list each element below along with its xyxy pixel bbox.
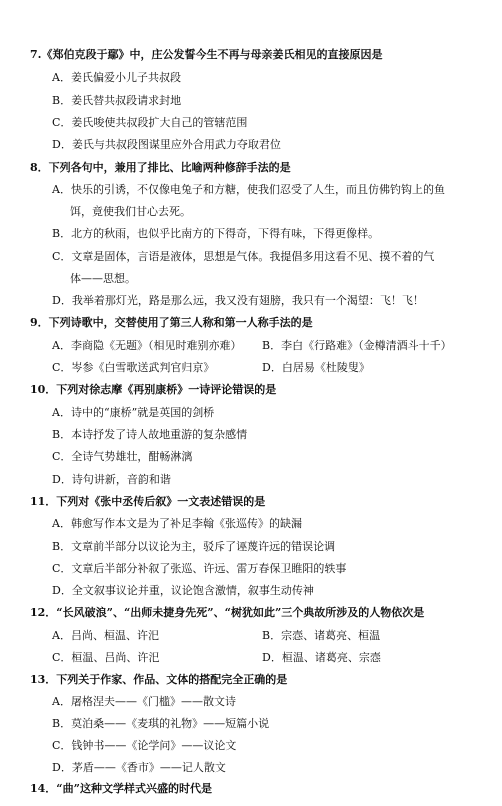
question-7-option-d: D．姜氏与共叔段图谋里应外合用武力夺取君位 xyxy=(52,138,281,151)
question-8-stem: 8．下列各句中，兼用了排比、比喻两种修辞手法的是 xyxy=(30,161,291,174)
question-8-option-d: D．我举着那灯光，路是那么远，我又没有翅膀，我只有一个渴望：飞！飞！ xyxy=(52,294,424,307)
question-12-option-b: B．宗悫、诸葛亮、桓温 xyxy=(262,629,381,642)
question-8-option-a: A．快乐的引诱，不仅像电兔子和方糖，使我们忍受了人生，而且仿佛钓钩上的鱼 xyxy=(52,183,445,196)
question-9-option-b: B．李白《行路难》（金樽清酒斗十千） xyxy=(262,339,452,352)
question-7-stem: 7.《郑伯克段于鄢》中，庄公发誓今生不再与母亲姜氏相见的直接原因是 xyxy=(30,48,383,61)
question-13-option-d: D．茅盾——《香市》——记人散文 xyxy=(52,761,226,774)
question-7-option-b: B．姜氏替共叔段请求封地 xyxy=(52,94,182,107)
question-10-option-a: A．诗中的“康桥”就是英国的剑桥 xyxy=(52,406,215,419)
question-13-option-a: A．屠格涅夫——《门槛》——散文诗 xyxy=(52,695,236,708)
question-12-option-a: A．吕尚、桓温、许汜 xyxy=(52,629,159,642)
question-10-option-d: D．诗句讲新，音韵和谐 xyxy=(52,473,171,486)
question-9-stem: 9．下列诗歌中，交替使用了第三人称和第一人称手法的是 xyxy=(30,316,313,329)
question-7-option-c: C．姜氏唆使共叔段扩大自己的管辖范围 xyxy=(52,116,248,129)
question-11-option-c: C．文章后半部分补叙了张巡、许远、雷万春保卫睢阳的轶事 xyxy=(52,562,347,575)
question-12-stem: 12．“长风破浪”、“出师未捷身先死”、“树犹如此”三个典故所涉及的人物依次是 xyxy=(30,606,425,619)
question-10-option-b: B．本诗抒发了诗人故地重游的复杂感情 xyxy=(52,428,248,441)
question-8-option-a-cont: 饵，竟使我们甘心去死。 xyxy=(70,205,191,218)
question-11-option-b: B．文章前半部分以议论为主，驳斥了诬蔑许远的错误论调 xyxy=(52,540,336,553)
question-9-option-d: D．白居易《杜陵叟》 xyxy=(262,361,370,374)
question-10-option-c: C．全诗气势雄壮，酣畅淋漓 xyxy=(52,450,193,463)
question-12-option-d: D．桓温、诸葛亮、宗悫 xyxy=(262,651,381,664)
question-11-stem: 11．下列对《张中丞传后叙》一文表述错误的是 xyxy=(30,495,266,508)
question-14-stem: 14．“曲”这种文学样式兴盛的时代是 xyxy=(30,782,212,795)
question-13-stem: 13．下列关于作家、作品、文体的搭配完全正确的是 xyxy=(30,673,288,686)
question-13-option-b: B．莫泊桑——《麦琪的礼物》——短篇小说 xyxy=(52,717,270,730)
question-11-option-d: D．全文叙事议论并重，议论饱含激情，叙事生动传神 xyxy=(52,584,314,597)
question-13-option-c: C．钱钟书——《论学问》——议论文 xyxy=(52,739,237,752)
question-8-option-c-cont: 体——思想。 xyxy=(70,272,136,285)
question-8-option-b: B．北方的秋雨，也似乎比南方的下得奇，下得有味，下得更像样。 xyxy=(52,227,380,240)
question-8-option-c: C．文章是固体，言语是液体，思想是气体。我提倡多用这看不见、摸不着的气 xyxy=(52,250,435,263)
question-9-option-a: A．李商隐《无题》（相见时难别亦难） xyxy=(52,339,242,352)
question-7-option-a: A．姜氏偏爱小儿子共叔段 xyxy=(52,71,181,84)
question-11-option-a: A．韩愈写作本文是为了补足李翰《张巡传》的缺漏 xyxy=(52,517,302,530)
question-9-option-c: C．岑参《白雪歌送武判官归京》 xyxy=(52,361,215,374)
question-12-option-c: C．桓温、吕尚、许汜 xyxy=(52,651,160,664)
question-10-stem: 10．下列对徐志摩《再别康桥》一诗评论错误的是 xyxy=(30,383,277,396)
